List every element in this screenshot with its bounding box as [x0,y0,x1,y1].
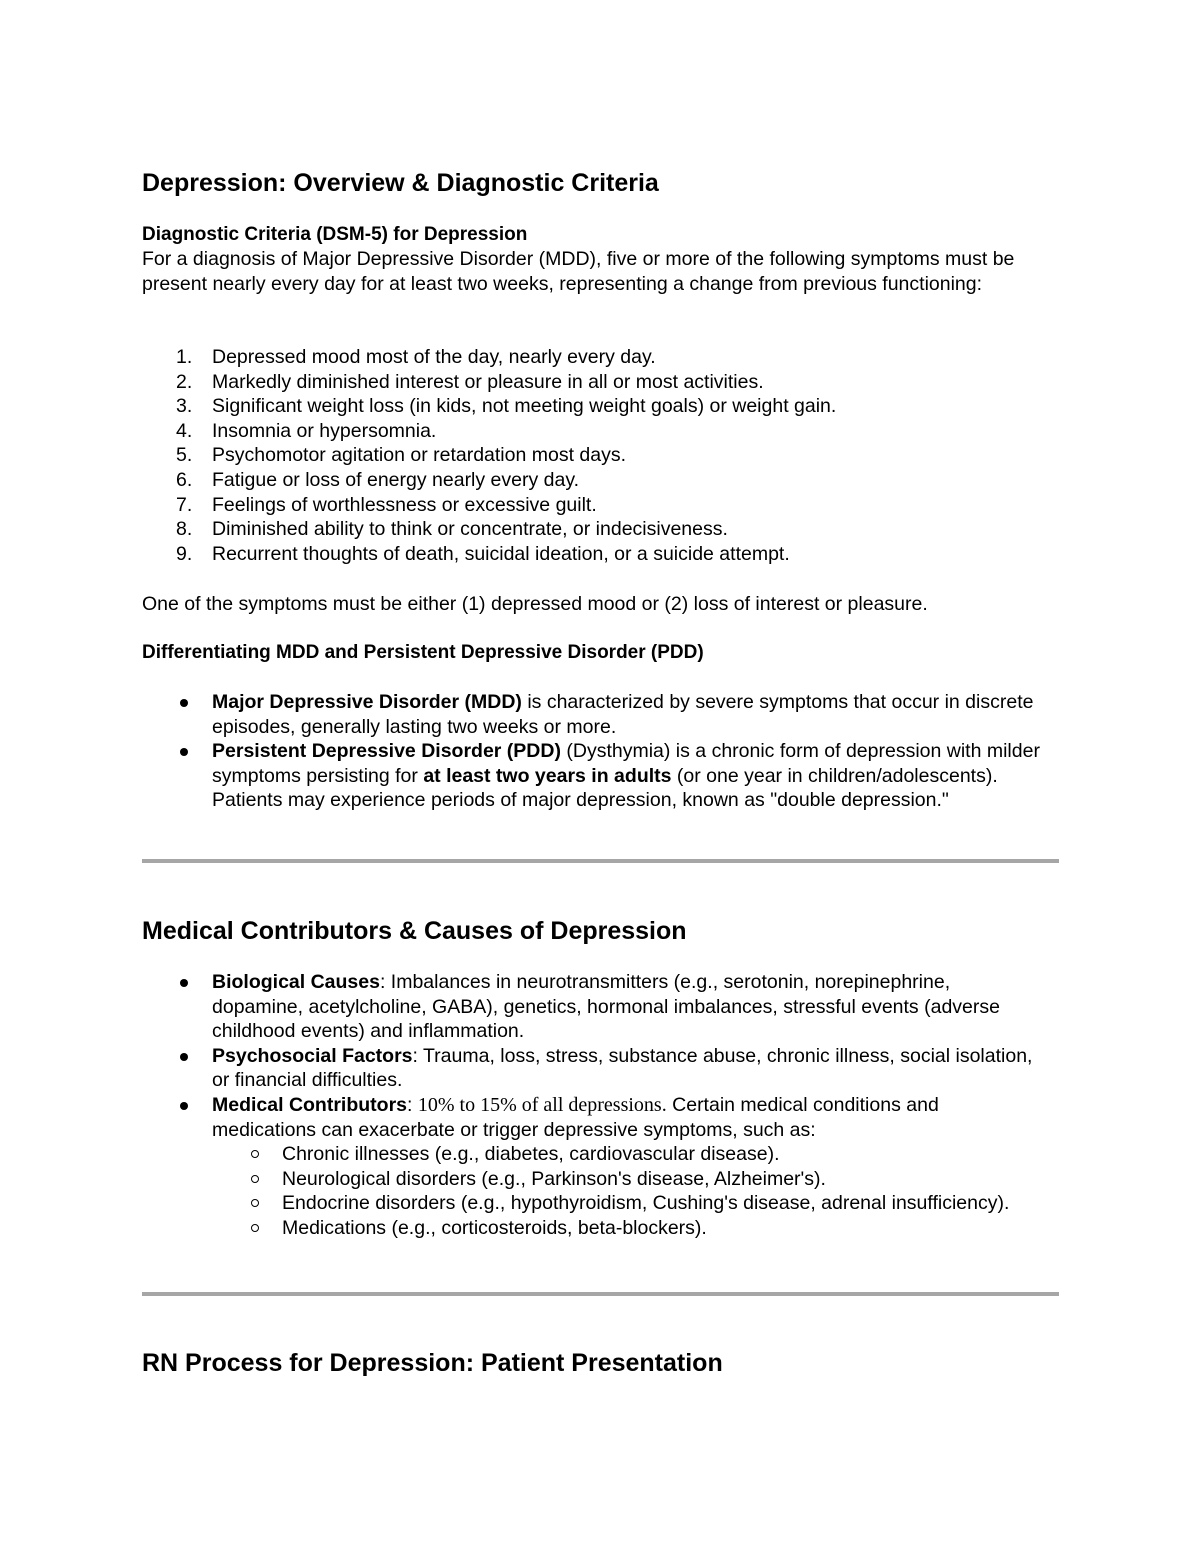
list-item [142,493,1042,518]
biological-causes-text: : Imbalances in neurotransmitters (e.g., serotonin, norepinephrine, dopamine, acetylcholine, GABA), genetics, hormonal imbalances, stressful events (adverse childhood events) and inflammation. [212,971,1000,1043]
hollow-bullet-icon [251,1224,259,1232]
list-item [142,419,1042,444]
section-title-overview: Depression: Overview & Diagnostic Criteria [142,169,659,197]
sub-list-item [142,1167,1042,1192]
psychosocial-factors-text: : Trauma, loss, stress, substance abuse, chronic illness, social isolation, or financial difficulties. [212,1044,1033,1092]
bullet-icon [180,1053,188,1061]
medical-contributors-label: Medical Contributors [212,1093,408,1116]
psychosocial-factors-label: Psychosocial Factors [212,1044,413,1067]
list-item [142,739,1042,813]
list-number: 8. [176,518,193,541]
hollow-bullet-icon [251,1150,259,1158]
list-item [142,468,1042,493]
list-number: 9. [176,542,193,565]
list-item-text: Markedly diminished interest or pleasure in all or most activities. [212,370,764,393]
dsm5-subheading: Diagnostic Criteria (DSM-5) for Depression [142,224,528,245]
horizontal-rule [142,859,1059,863]
section-title-causes: Medical Contributors & Causes of Depression [142,917,687,945]
list-item-text: Fatigue or loss of energy nearly every day. [212,468,580,491]
mdd-description: is characterized by severe symptoms that occur in discrete episodes, generally lasting two weeks or more. [212,691,1034,738]
hollow-bullet-icon [251,1175,259,1183]
list-number: 3. [176,395,193,418]
list-item-text: Diminished ability to think or concentrate, or indecisiveness. [212,518,728,541]
list-number: 4. [176,419,193,442]
medical-contributors-percentage: 10% to 15% of all depressions. [417,1093,667,1116]
sub-list-item [142,1191,1042,1216]
medical-contributors-text: Certain medical conditions and medications can exacerbate or trigger depressive symptoms, such as: [212,1093,939,1141]
list-item [142,443,1042,468]
list-item [142,370,1042,395]
biological-causes-label: Biological Causes [212,971,380,993]
medical-contributors-colon: : [407,1093,418,1116]
list-item [142,1093,1042,1142]
list-item-text: Significant weight loss (in kids, not meeting weight goals) or weight gain. [212,395,837,418]
pdd-description: (Dysthymia) is a chronic form of depression with milder symptoms persisting for [212,740,1040,787]
list-item [142,542,1042,567]
list-item [142,345,1042,370]
bullet-icon [180,699,188,707]
list-item [142,394,1042,419]
list-number: 1. [176,346,193,368]
section-title-rn-process: RN Process for Depression: Patient Presentation [142,1349,723,1377]
list-item-text: Psychomotor agitation or retardation most days. [212,444,627,467]
horizontal-rule [142,1292,1059,1296]
criteria-note: One of the symptoms must be either (1) depressed mood or (2) loss of interest or pleasure. [142,593,928,615]
list-item-text: Insomnia or hypersomnia. [212,419,437,442]
differentiating-heading: Differentiating MDD and Persistent Depressive Disorder (PDD) [142,642,704,663]
list-number: 2. [176,370,193,393]
list-item-text: Feelings of worthlessness or excessive guilt. [212,493,597,516]
sub-list-item [142,1142,1042,1167]
sub-list-item-text: Chronic illnesses (e.g., diabetes, cardiovascular disease). [282,1143,780,1166]
sub-list-item-text: Endocrine disorders (e.g., hypothyroidism, Cushing's disease, adrenal insufficiency). [282,1192,1010,1215]
list-item [142,1044,1042,1093]
bullet-icon [180,1102,188,1110]
bullet-icon [180,748,188,756]
list-number: 7. [176,493,193,516]
mdd-pdd-list [142,690,1042,813]
sub-list-item-text: Neurological disorders (e.g., Parkinson's disease, Alzheimer's). [282,1167,826,1190]
hollow-bullet-icon [251,1199,259,1207]
list-number: 6. [176,468,193,491]
bullet-icon [180,979,188,987]
list-number: 5. [176,444,193,467]
sub-list-item [142,1216,1042,1241]
list-item-text: Recurrent thoughts of death, suicidal ideation, or a suicide attempt. [212,542,790,565]
mdd-label: Major Depressive Disorder (MDD) [212,691,522,713]
pdd-label: Persistent Depressive Disorder (PDD) [212,740,561,763]
pdd-description-continued: (or one year in children/adolescents). Patients may experience periods of major depression, known as "double depression." [212,764,998,812]
list-item-text: Depressed mood most of the day, nearly every day. [212,346,656,368]
sub-list-item-text: Medications (e.g., corticosteroids, beta-blockers). [282,1216,707,1239]
list-item [142,970,1042,1044]
list-item [142,517,1042,542]
pdd-duration: at least two years in adults [423,764,672,787]
dsm5-intro-paragraph: For a diagnosis of Major Depressive Disorder (MDD), five or more of the following symptoms must be present nearly every day for at least two weeks, representing a change from previous functioning: [142,248,1015,295]
causes-list [142,970,1042,1241]
list-item [142,690,1042,739]
criteria-list [142,345,1042,566]
